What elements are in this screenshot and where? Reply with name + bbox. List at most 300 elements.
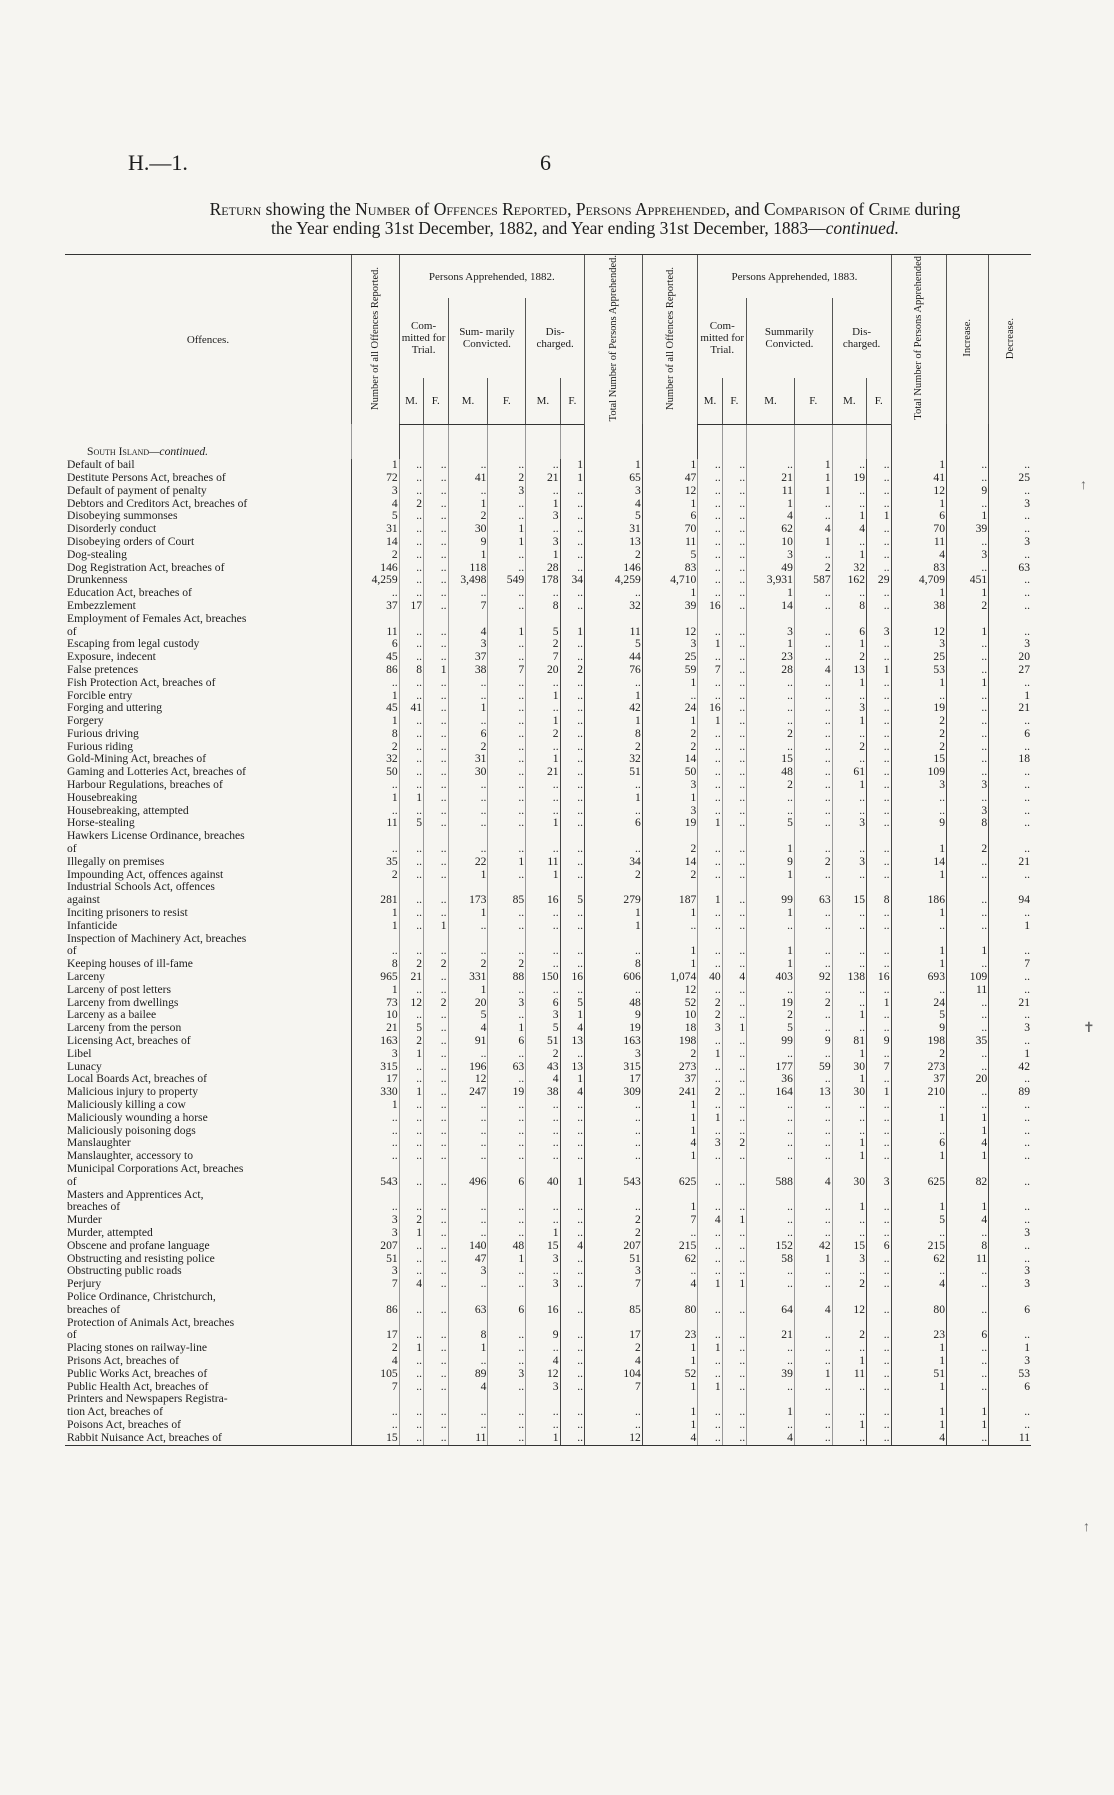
table-cell (947, 1163, 989, 1176)
table-cell: 309 (585, 1086, 643, 1099)
table-cell: .. (560, 945, 584, 958)
table-cell: 10 (642, 1009, 698, 1022)
table-cell: .. (698, 1240, 722, 1253)
table-row (65, 1073, 1031, 1086)
table-cell: 4,710 (642, 574, 698, 587)
table-cell: 1 (351, 690, 399, 703)
table-cell: .. (399, 1073, 423, 1086)
table-cell (989, 1189, 1031, 1202)
table-cell: 12 (448, 1073, 488, 1086)
table-cell: 451 (947, 574, 989, 587)
title-part: Return (209, 199, 262, 219)
table-row (65, 1355, 1031, 1368)
table-cell: 1 (642, 1381, 698, 1394)
table-cell: .. (989, 1125, 1031, 1138)
table-cell: .. (488, 907, 526, 920)
table-row (65, 1086, 1031, 1099)
table-cell: 1 (642, 498, 698, 511)
table-row (65, 472, 1031, 485)
table-cell (424, 1317, 448, 1330)
table-cell: 9 (947, 485, 989, 498)
table-cell: 44 (585, 651, 643, 664)
table-cell: .. (399, 1432, 423, 1445)
table-row (65, 779, 1031, 792)
table-row (65, 1381, 1031, 1394)
table-cell: 215 (891, 1240, 947, 1253)
table-cell: .. (794, 1355, 832, 1368)
table-cell: .. (794, 1099, 832, 1112)
table-cell (642, 933, 698, 946)
table-cell: 25 (989, 472, 1031, 485)
table-cell: 4 (947, 1137, 989, 1150)
table-cell (560, 1393, 584, 1406)
table-cell: .. (399, 549, 423, 562)
table-cell: .. (560, 690, 584, 703)
table-cell: 11 (526, 856, 560, 869)
table-cell: 16 (526, 1304, 560, 1317)
table-cell: .. (832, 958, 866, 971)
table-cell: .. (747, 1150, 795, 1163)
offence-name: Housebreaking, attempted (67, 804, 189, 817)
table-row (65, 1393, 1031, 1406)
table-cell: .. (424, 1035, 448, 1048)
table-cell: 3 (642, 638, 698, 651)
offence-name: Inciting prisoners to resist (67, 907, 188, 920)
table-cell: 1 (989, 690, 1031, 703)
table-cell: 5 (642, 549, 698, 562)
table-cell: 12 (585, 1432, 643, 1445)
table-cell: .. (794, 1150, 832, 1163)
table-row (65, 1240, 1031, 1253)
table-cell: 2 (585, 1227, 643, 1240)
table-cell (448, 933, 488, 946)
table-cell: .. (560, 984, 584, 997)
table-cell: .. (424, 600, 448, 613)
table-cell: .. (488, 1265, 526, 1278)
table-cell: 2 (832, 1329, 866, 1342)
table-cell: .. (698, 1368, 722, 1381)
table-cell: 2 (351, 1342, 399, 1355)
table-cell (351, 933, 399, 946)
table-row (65, 894, 1031, 907)
table-cell: .. (351, 1125, 399, 1138)
table-cell: 4,709 (891, 574, 947, 587)
table-cell: .. (794, 945, 832, 958)
table-cell: 9 (867, 1035, 891, 1048)
table-cell: .. (747, 702, 795, 715)
table-cell: .. (832, 498, 866, 511)
table-cell: .. (399, 1176, 423, 1189)
table-cell: 4 (832, 523, 866, 536)
table-cell: .. (526, 677, 560, 690)
table-cell: .. (698, 1355, 722, 1368)
offence-name: Murder, attempted (67, 1226, 153, 1239)
table-cell: .. (560, 1137, 584, 1150)
table-cell: .. (722, 1099, 746, 1112)
table-cell: .. (399, 753, 423, 766)
table-cell: .. (448, 1125, 488, 1138)
table-cell: 1 (891, 843, 947, 856)
table-cell: .. (560, 1419, 584, 1432)
table-cell (891, 1189, 947, 1202)
table-cell: .. (747, 1112, 795, 1125)
table-cell: 80 (642, 1304, 698, 1317)
table-row (65, 1342, 1031, 1355)
offence-name: Police Ordinance, Christchurch, (67, 1290, 216, 1303)
table-cell: .. (526, 805, 560, 818)
table-row (65, 1368, 1031, 1381)
table-cell: 34 (560, 574, 584, 587)
table-cell: 39 (642, 600, 698, 613)
table-cell: 4 (642, 1137, 698, 1150)
table-cell: 543 (351, 1176, 399, 1189)
table-cell: .. (399, 894, 423, 907)
table-cell: 30 (448, 766, 488, 779)
table-cell: .. (448, 1227, 488, 1240)
table-cell: .. (722, 472, 746, 485)
table-cell: .. (488, 651, 526, 664)
table-cell: .. (989, 600, 1031, 613)
offence-name: Industrial Schools Act, offences (67, 881, 215, 894)
table-cell: .. (722, 1035, 746, 1048)
offence-name: Obscene and profane language (67, 1239, 210, 1252)
table-cell: .. (867, 1099, 891, 1112)
table-cell: .. (722, 485, 746, 498)
table-cell: .. (424, 562, 448, 575)
table-cell: 28 (526, 562, 560, 575)
table-cell: .. (351, 1137, 399, 1150)
table-cell (448, 881, 488, 894)
table-cell: .. (947, 1278, 989, 1291)
table-cell: 4 (560, 1022, 584, 1035)
table-cell: .. (989, 1419, 1031, 1432)
table-cell: 3 (832, 702, 866, 715)
table-cell: .. (399, 510, 423, 523)
table-cell: 207 (351, 1240, 399, 1253)
table-cell: .. (560, 817, 584, 830)
table-cell: .. (560, 1253, 584, 1266)
table-cell (448, 613, 488, 626)
table-cell: 15 (747, 753, 795, 766)
table-cell: 4 (794, 664, 832, 677)
table-cell: .. (399, 459, 423, 472)
table-cell (448, 830, 488, 843)
table-cell: .. (794, 1227, 832, 1240)
table-cell: 2 (722, 1137, 746, 1150)
table-row (65, 856, 1031, 869)
table-cell: 1 (794, 485, 832, 498)
table-cell: 2 (448, 510, 488, 523)
table-cell: .. (747, 1278, 795, 1291)
table-cell: 86 (351, 664, 399, 677)
table-cell: .. (698, 920, 722, 933)
table-cell: 51 (891, 1368, 947, 1381)
table-cell: 241 (642, 1086, 698, 1099)
table-cell: .. (488, 1201, 526, 1214)
table-cell: .. (399, 690, 423, 703)
table-cell: .. (947, 690, 989, 703)
table-cell: .. (488, 869, 526, 882)
table-cell: .. (399, 1061, 423, 1074)
table-cell: 4 (448, 626, 488, 639)
offence-name: Gaming and Lotteries Act, breaches of (67, 766, 246, 779)
table-cell: .. (424, 843, 448, 856)
table-cell: .. (448, 1278, 488, 1291)
table-cell: 5 (585, 638, 643, 651)
offence-name: Larceny (67, 971, 105, 984)
offence-name: Poisons Act, breaches of (67, 1418, 181, 1431)
table-row (65, 562, 1031, 575)
table-row (65, 1150, 1031, 1163)
table-cell: 1 (642, 1099, 698, 1112)
offence-name: Infanticide (67, 919, 118, 932)
table-cell: .. (448, 587, 488, 600)
table-cell: .. (794, 1214, 832, 1227)
table-cell: 1 (891, 1406, 947, 1419)
table-cell: 48 (747, 766, 795, 779)
table-cell: 5 (448, 1009, 488, 1022)
table-cell: 1 (642, 587, 698, 600)
table-cell (698, 613, 722, 626)
table-cell: .. (585, 984, 643, 997)
table-cell: .. (642, 690, 698, 703)
table-cell: 62 (642, 1253, 698, 1266)
table-cell (891, 613, 947, 626)
table-cell: .. (585, 945, 643, 958)
table-cell: .. (399, 626, 423, 639)
table-cell: 1 (891, 907, 947, 920)
table-cell (947, 1393, 989, 1406)
table-cell: 496 (448, 1176, 488, 1189)
table-cell: .. (947, 1009, 989, 1022)
returns-table (65, 254, 1031, 1446)
table-cell: 2 (832, 651, 866, 664)
table-cell: 1 (560, 1073, 584, 1086)
table-cell: 1 (832, 1009, 866, 1022)
table-cell: 3 (989, 1278, 1031, 1291)
table-cell: .. (722, 817, 746, 830)
table-cell: .. (399, 472, 423, 485)
table-cell: 3 (642, 805, 698, 818)
offence-name: Forgery (67, 715, 104, 728)
table-cell: .. (560, 651, 584, 664)
table-cell (351, 1189, 399, 1202)
table-cell (448, 1393, 488, 1406)
table-cell: 5 (399, 1022, 423, 1035)
table-cell: .. (448, 1406, 488, 1419)
table-cell: 29 (867, 574, 891, 587)
table-cell: .. (526, 984, 560, 997)
table-cell: .. (424, 638, 448, 651)
table-row (65, 792, 1031, 805)
table-cell: .. (722, 677, 746, 690)
table-row (65, 1419, 1031, 1432)
table-cell: .. (488, 549, 526, 562)
table-cell: 48 (488, 1240, 526, 1253)
table-cell: 1 (832, 1419, 866, 1432)
table-cell (747, 1317, 795, 1330)
table-cell: 4 (722, 971, 746, 984)
table-cell: .. (424, 510, 448, 523)
table-cell: .. (526, 1099, 560, 1112)
table-cell: 4 (891, 1432, 947, 1445)
table-cell: 3 (989, 1022, 1031, 1035)
table-cell: 1 (642, 1150, 698, 1163)
table-cell: .. (867, 753, 891, 766)
table-cell: 11 (351, 817, 399, 830)
table-cell: .. (947, 1048, 989, 1061)
table-cell: 45 (351, 702, 399, 715)
table-cell (642, 1291, 698, 1304)
table-cell: 23 (642, 1329, 698, 1342)
table-cell: 13 (560, 1061, 584, 1074)
table-cell: 1 (448, 1342, 488, 1355)
offence-name: Public Health Act, breaches of (67, 1380, 209, 1393)
table-cell: .. (560, 523, 584, 536)
table-cell: .. (399, 562, 423, 575)
table-cell: 34 (585, 856, 643, 869)
table-cell: 273 (891, 1061, 947, 1074)
offence-name: Dog-stealing (67, 548, 127, 561)
table-cell: .. (448, 920, 488, 933)
table-cell: .. (399, 638, 423, 651)
table-cell: .. (947, 562, 989, 575)
table-cell (351, 1291, 399, 1304)
table-cell: .. (399, 728, 423, 741)
table-cell: .. (722, 1381, 746, 1394)
table-cell: 6 (526, 997, 560, 1010)
table-cell: .. (867, 1381, 891, 1394)
table-cell: .. (867, 562, 891, 575)
offence-name: Larceny of post letters (67, 983, 171, 996)
table-cell: 1 (399, 1048, 423, 1061)
table-cell (947, 881, 989, 894)
table-cell: 1 (832, 677, 866, 690)
table-cell: 21 (747, 1329, 795, 1342)
table-cell: 16 (698, 600, 722, 613)
table-cell: .. (698, 805, 722, 818)
table-cell: .. (424, 1176, 448, 1189)
table-cell: 7 (351, 1278, 399, 1291)
table-cell: 1 (947, 1419, 989, 1432)
offence-name: of (67, 1329, 77, 1342)
table-cell (891, 1393, 947, 1406)
table-cell: .. (488, 1342, 526, 1355)
table-cell: .. (488, 741, 526, 754)
table-cell: .. (399, 715, 423, 728)
table-cell: .. (698, 958, 722, 971)
table-row (65, 817, 1031, 830)
table-cell: .. (526, 1342, 560, 1355)
table-cell: 8 (867, 894, 891, 907)
table-cell: 3 (448, 1265, 488, 1278)
table-cell (891, 933, 947, 946)
table-cell: 1 (794, 459, 832, 472)
table-cell: 13 (560, 1035, 584, 1048)
table-cell: 2 (794, 997, 832, 1010)
table-cell: .. (832, 1381, 866, 1394)
table-cell: 1 (947, 510, 989, 523)
table-cell: 4 (642, 1278, 698, 1291)
table-cell: 2 (794, 856, 832, 869)
table-cell: 1 (448, 907, 488, 920)
table-cell: 6 (832, 626, 866, 639)
table-cell (526, 1393, 560, 1406)
table-cell: .. (488, 1009, 526, 1022)
table-row (65, 1163, 1031, 1176)
offence-name: Maliciously wounding a horse (67, 1111, 208, 1124)
table-cell: 80 (891, 1304, 947, 1317)
table-row (65, 1125, 1031, 1138)
table-cell: 331 (448, 971, 488, 984)
table-cell: .. (722, 984, 746, 997)
table-cell: .. (424, 907, 448, 920)
table-cell: .. (424, 523, 448, 536)
offence-name: of (67, 945, 77, 958)
table-cell: .. (488, 728, 526, 741)
table-row (65, 1048, 1031, 1061)
table-cell (642, 881, 698, 894)
table-cell: .. (947, 715, 989, 728)
table-cell: .. (747, 1137, 795, 1150)
table-cell: 1 (642, 1342, 698, 1355)
table-cell: .. (832, 805, 866, 818)
discharged-1883-header: Dis- charged. (832, 298, 891, 378)
table-cell: .. (794, 920, 832, 933)
table-cell: .. (722, 690, 746, 703)
table-cell: .. (424, 894, 448, 907)
table-cell: 3 (947, 805, 989, 818)
table-cell: .. (698, 779, 722, 792)
table-cell (867, 830, 891, 843)
m-header: M. (832, 378, 866, 425)
table-cell: .. (560, 677, 584, 690)
table-cell: .. (794, 1125, 832, 1138)
table-cell: 1 (351, 984, 399, 997)
table-cell: 3 (526, 1009, 560, 1022)
table-cell: 1 (747, 498, 795, 511)
table-cell: 1 (642, 1201, 698, 1214)
table-cell: .. (585, 1125, 643, 1138)
table-cell: .. (867, 498, 891, 511)
table-cell: 23 (747, 651, 795, 664)
offence-name: Forcible entry (67, 689, 133, 702)
table-cell: .. (526, 1137, 560, 1150)
table-cell: .. (399, 523, 423, 536)
table-cell: .. (424, 1112, 448, 1125)
table-cell: 23 (891, 1329, 947, 1342)
table-cell: .. (947, 1227, 989, 1240)
table-cell: .. (794, 690, 832, 703)
table-cell: .. (560, 1368, 584, 1381)
table-cell (989, 613, 1031, 626)
offence-name: Licensing Act, breaches of (67, 1035, 191, 1048)
table-cell: .. (448, 779, 488, 792)
table-cell: .. (867, 459, 891, 472)
table-cell: 11 (585, 626, 643, 639)
table-cell: .. (867, 1253, 891, 1266)
table-cell: 2 (947, 843, 989, 856)
table-cell: 85 (488, 894, 526, 907)
table-cell: 1 (747, 1406, 795, 1419)
table-cell: 109 (891, 766, 947, 779)
table-cell: .. (989, 907, 1031, 920)
table-cell: .. (947, 1022, 989, 1035)
table-cell: .. (399, 1419, 423, 1432)
table-cell: 3 (526, 510, 560, 523)
table-cell: .. (867, 1009, 891, 1022)
f-header: F. (722, 378, 746, 425)
